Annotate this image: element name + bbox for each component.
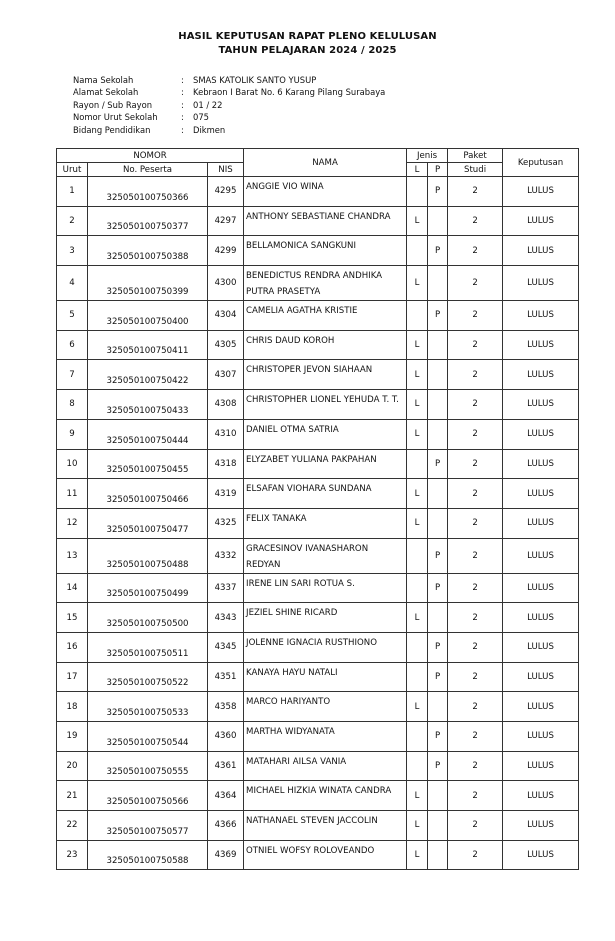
cell-jenis-p xyxy=(428,603,448,633)
cell-paket-studi: 2 xyxy=(448,266,503,301)
cell-jenis-p: P xyxy=(428,177,448,207)
cell-jenis-p: P xyxy=(428,751,448,781)
cell-urut: 12 xyxy=(57,508,88,538)
cell-no-peserta: 325050100750499 xyxy=(88,573,208,603)
cell-nama: NATHANAEL STEVEN JACCOLIN xyxy=(244,811,407,841)
header-urut: Urut xyxy=(57,163,88,177)
cell-jenis-l: L xyxy=(407,508,428,538)
cell-no-peserta: 325050100750455 xyxy=(88,449,208,479)
cell-paket-studi: 2 xyxy=(448,449,503,479)
cell-jenis-p: P xyxy=(428,722,448,752)
cell-nama: MICHAEL HIZKIA WINATA CANDRA xyxy=(244,781,407,811)
info-value: Kebraon I Barat No. 6 Karang Pilang Surabaya xyxy=(193,87,386,98)
cell-nama: ANGGIE VIO WINA xyxy=(244,177,407,207)
cell-keputusan: LULUS xyxy=(503,538,579,573)
table-row xyxy=(57,360,579,390)
cell-jenis-p: P xyxy=(428,573,448,603)
cell-nama: CHRISTOPHER LIONEL YEHUDA T. T. xyxy=(244,390,407,420)
cell-paket-studi: 2 xyxy=(448,419,503,449)
cell-no-peserta: 325050100750399 xyxy=(88,266,208,301)
cell-nis: 4364 xyxy=(208,781,244,811)
info-row xyxy=(73,99,385,111)
cell-urut: 5 xyxy=(57,301,88,331)
cell-nama: ANTHONY SEBASTIANE CHANDRA xyxy=(244,206,407,236)
cell-no-peserta: 325050100750400 xyxy=(88,301,208,331)
cell-jenis-l xyxy=(407,662,428,692)
cell-no-peserta: 325050100750466 xyxy=(88,479,208,509)
cell-nama: JOLENNE IGNACIA RUSTHIONO xyxy=(244,632,407,662)
cell-urut: 15 xyxy=(57,603,88,633)
cell-no-peserta: 325050100750477 xyxy=(88,508,208,538)
cell-urut: 21 xyxy=(57,781,88,811)
cell-nama: IRENE LIN SARI ROTUA S. xyxy=(244,573,407,603)
header-paket: Paket xyxy=(448,149,503,163)
cell-nama: ELSAFAN VIOHARA SUNDANA xyxy=(244,479,407,509)
cell-nama: DANIEL OTMA SATRIA xyxy=(244,419,407,449)
cell-paket-studi: 2 xyxy=(448,603,503,633)
info-row xyxy=(73,74,385,86)
cell-urut: 1 xyxy=(57,177,88,207)
cell-jenis-l: L xyxy=(407,781,428,811)
cell-no-peserta: 325050100750433 xyxy=(88,390,208,420)
cell-urut: 4 xyxy=(57,266,88,301)
cell-jenis-l: L xyxy=(407,840,428,870)
cell-jenis-l xyxy=(407,177,428,207)
cell-nis: 4307 xyxy=(208,360,244,390)
cell-no-peserta: 325050100750577 xyxy=(88,811,208,841)
info-label: Rayon / Sub Rayon xyxy=(73,99,153,110)
cell-jenis-p xyxy=(428,840,448,870)
info-colon: : xyxy=(181,112,184,123)
table-row xyxy=(57,177,579,207)
cell-jenis-l xyxy=(407,449,428,479)
cell-nama: BELLAMONICA SANGKUNI xyxy=(244,236,407,266)
cell-nis: 4358 xyxy=(208,692,244,722)
table-row xyxy=(57,330,579,360)
info-value: SMAS KATOLIK SANTO YUSUP xyxy=(193,75,317,85)
table-row xyxy=(57,236,579,266)
cell-jenis-p xyxy=(428,692,448,722)
cell-paket-studi: 2 xyxy=(448,538,503,573)
cell-urut: 10 xyxy=(57,449,88,479)
cell-no-peserta: 325050100750488 xyxy=(88,538,208,573)
info-colon: : xyxy=(181,124,184,135)
cell-paket-studi: 2 xyxy=(448,662,503,692)
cell-keputusan: LULUS xyxy=(503,722,579,752)
info-colon: : xyxy=(181,99,184,110)
cell-nis: 4369 xyxy=(208,840,244,870)
cell-nis: 4295 xyxy=(208,177,244,207)
cell-keputusan: LULUS xyxy=(503,449,579,479)
document-subtitle: TAHUN PELAJARAN 2024 / 2025 xyxy=(218,45,397,56)
cell-jenis-p xyxy=(428,330,448,360)
cell-paket-studi: 2 xyxy=(448,781,503,811)
cell-nis: 4345 xyxy=(208,632,244,662)
table-row xyxy=(57,751,579,781)
header-studi: Studi xyxy=(448,163,503,177)
table-row xyxy=(57,301,579,331)
cell-nis: 4300 xyxy=(208,266,244,301)
cell-nama: CHRISTOPER JEVON SIAHAAN xyxy=(244,360,407,390)
cell-no-peserta: 325050100750522 xyxy=(88,662,208,692)
cell-keputusan: LULUS xyxy=(503,811,579,841)
cell-jenis-p xyxy=(428,479,448,509)
cell-paket-studi: 2 xyxy=(448,751,503,781)
cell-paket-studi: 2 xyxy=(448,811,503,841)
header-l: L xyxy=(407,163,428,177)
cell-no-peserta: 325050100750366 xyxy=(88,177,208,207)
info-colon: : xyxy=(181,87,184,98)
cell-nis: 4325 xyxy=(208,508,244,538)
cell-nis: 4360 xyxy=(208,722,244,752)
cell-urut: 6 xyxy=(57,330,88,360)
cell-nis: 4361 xyxy=(208,751,244,781)
cell-nis: 4297 xyxy=(208,206,244,236)
cell-jenis-p: P xyxy=(428,662,448,692)
cell-paket-studi: 2 xyxy=(448,236,503,266)
cell-nama: MARCO HARIYANTO xyxy=(244,692,407,722)
cell-urut: 11 xyxy=(57,479,88,509)
header-nis: NIS xyxy=(208,163,244,177)
cell-no-peserta: 325050100750511 xyxy=(88,632,208,662)
cell-jenis-l xyxy=(407,236,428,266)
info-row xyxy=(73,86,385,98)
cell-jenis-p xyxy=(428,206,448,236)
cell-nis: 4308 xyxy=(208,390,244,420)
cell-nama: OTNIEL WOFSY ROLOVEANDO xyxy=(244,840,407,870)
table-row xyxy=(57,692,579,722)
cell-paket-studi: 2 xyxy=(448,330,503,360)
cell-keputusan: LULUS xyxy=(503,206,579,236)
cell-urut: 9 xyxy=(57,419,88,449)
cell-jenis-l xyxy=(407,573,428,603)
cell-nis: 4366 xyxy=(208,811,244,841)
cell-keputusan: LULUS xyxy=(503,236,579,266)
cell-keputusan: LULUS xyxy=(503,266,579,301)
cell-nis: 4351 xyxy=(208,662,244,692)
cell-keputusan: LULUS xyxy=(503,419,579,449)
table-row xyxy=(57,206,579,236)
table-row xyxy=(57,811,579,841)
cell-jenis-l xyxy=(407,632,428,662)
cell-keputusan: LULUS xyxy=(503,573,579,603)
cell-keputusan: LULUS xyxy=(503,632,579,662)
cell-paket-studi: 2 xyxy=(448,360,503,390)
cell-urut: 13 xyxy=(57,538,88,573)
header-nomor: NOMOR xyxy=(57,149,244,163)
cell-urut: 18 xyxy=(57,692,88,722)
cell-no-peserta: 325050100750588 xyxy=(88,840,208,870)
cell-jenis-l xyxy=(407,722,428,752)
info-colon: : xyxy=(181,75,184,85)
cell-nama: MARTHA WIDYANATA xyxy=(244,722,407,752)
cell-jenis-l: L xyxy=(407,206,428,236)
cell-nama: CAMELIA AGATHA KRISTIE xyxy=(244,301,407,331)
table-row xyxy=(57,419,579,449)
cell-jenis-l: L xyxy=(407,330,428,360)
cell-no-peserta: 325050100750566 xyxy=(88,781,208,811)
cell-nis: 4305 xyxy=(208,330,244,360)
cell-paket-studi: 2 xyxy=(448,301,503,331)
cell-paket-studi: 2 xyxy=(448,722,503,752)
cell-keputusan: LULUS xyxy=(503,360,579,390)
graduation-table xyxy=(56,148,579,870)
cell-paket-studi: 2 xyxy=(448,632,503,662)
cell-no-peserta: 325050100750555 xyxy=(88,751,208,781)
cell-urut: 23 xyxy=(57,840,88,870)
cell-no-peserta: 325050100750377 xyxy=(88,206,208,236)
cell-nama: BENEDICTUS RENDRA ANDHIKA PUTRA PRASETYA xyxy=(244,266,407,301)
cell-jenis-l xyxy=(407,751,428,781)
info-label: Nomor Urut Sekolah xyxy=(73,112,158,123)
info-value: Dikmen xyxy=(193,124,226,135)
table-row xyxy=(57,632,579,662)
cell-keputusan: LULUS xyxy=(503,301,579,331)
cell-jenis-p xyxy=(428,811,448,841)
cell-paket-studi: 2 xyxy=(448,177,503,207)
info-value: 075 xyxy=(193,112,209,123)
header-p: P xyxy=(428,163,448,177)
cell-nama: GRACESINOV IVANASHARON REDYAN xyxy=(244,538,407,573)
table-row xyxy=(57,449,579,479)
cell-keputusan: LULUS xyxy=(503,390,579,420)
cell-jenis-p xyxy=(428,508,448,538)
header-peserta: No. Peserta xyxy=(88,163,208,177)
cell-urut: 2 xyxy=(57,206,88,236)
cell-keputusan: LULUS xyxy=(503,751,579,781)
cell-keputusan: LULUS xyxy=(503,603,579,633)
cell-nama: CHRIS DAUD KOROH xyxy=(244,330,407,360)
cell-nama: KANAYA HAYU NATALI xyxy=(244,662,407,692)
cell-nis: 4299 xyxy=(208,236,244,266)
cell-paket-studi: 2 xyxy=(448,508,503,538)
cell-no-peserta: 325050100750544 xyxy=(88,722,208,752)
info-label: Bidang Pendidikan xyxy=(73,124,151,135)
cell-paket-studi: 2 xyxy=(448,573,503,603)
table-row xyxy=(57,538,579,573)
table-row xyxy=(57,722,579,752)
cell-urut: 8 xyxy=(57,390,88,420)
cell-keputusan: LULUS xyxy=(503,479,579,509)
cell-paket-studi: 2 xyxy=(448,479,503,509)
cell-urut: 14 xyxy=(57,573,88,603)
cell-jenis-l: L xyxy=(407,390,428,420)
cell-jenis-p: P xyxy=(428,632,448,662)
cell-paket-studi: 2 xyxy=(448,390,503,420)
cell-nis: 4304 xyxy=(208,301,244,331)
cell-paket-studi: 2 xyxy=(448,840,503,870)
header-keputusan: Keputusan xyxy=(503,149,579,177)
cell-nis: 4318 xyxy=(208,449,244,479)
info-row xyxy=(73,124,385,136)
cell-urut: 19 xyxy=(57,722,88,752)
cell-keputusan: LULUS xyxy=(503,330,579,360)
cell-no-peserta: 325050100750444 xyxy=(88,419,208,449)
cell-jenis-p: P xyxy=(428,301,448,331)
cell-jenis-l: L xyxy=(407,603,428,633)
cell-jenis-l: L xyxy=(407,692,428,722)
cell-nis: 4343 xyxy=(208,603,244,633)
cell-urut: 16 xyxy=(57,632,88,662)
table-row xyxy=(57,603,579,633)
cell-keputusan: LULUS xyxy=(503,508,579,538)
table-row xyxy=(57,781,579,811)
cell-jenis-l: L xyxy=(407,266,428,301)
cell-jenis-p xyxy=(428,781,448,811)
cell-urut: 20 xyxy=(57,751,88,781)
header-nama: NAMA xyxy=(244,149,407,177)
cell-jenis-p: P xyxy=(428,449,448,479)
cell-nis: 4332 xyxy=(208,538,244,573)
cell-urut: 17 xyxy=(57,662,88,692)
cell-no-peserta: 325050100750388 xyxy=(88,236,208,266)
cell-nama: ELYZABET YULIANA PAKPAHAN xyxy=(244,449,407,479)
cell-keputusan: LULUS xyxy=(503,692,579,722)
cell-no-peserta: 325050100750422 xyxy=(88,360,208,390)
cell-urut: 7 xyxy=(57,360,88,390)
cell-jenis-p xyxy=(428,390,448,420)
cell-jenis-p xyxy=(428,419,448,449)
cell-urut: 22 xyxy=(57,811,88,841)
info-label: Nama Sekolah xyxy=(73,75,134,85)
cell-jenis-p xyxy=(428,266,448,301)
header-jenis: Jenis xyxy=(407,149,448,163)
cell-jenis-p: P xyxy=(428,538,448,573)
cell-jenis-l: L xyxy=(407,360,428,390)
document-title: HASIL KEPUTUSAN RAPAT PLENO KELULUSAN xyxy=(178,31,437,42)
cell-nis: 4310 xyxy=(208,419,244,449)
table-row xyxy=(57,479,579,509)
table-row xyxy=(57,573,579,603)
info-row xyxy=(73,111,385,123)
cell-no-peserta: 325050100750411 xyxy=(88,330,208,360)
table-row xyxy=(57,266,579,301)
cell-nama: MATAHARI AILSA VANIA xyxy=(244,751,407,781)
cell-jenis-l xyxy=(407,301,428,331)
cell-jenis-l xyxy=(407,538,428,573)
cell-paket-studi: 2 xyxy=(448,206,503,236)
table-row xyxy=(57,840,579,870)
cell-nama: JEZIEL SHINE RICARD xyxy=(244,603,407,633)
cell-nis: 4319 xyxy=(208,479,244,509)
cell-keputusan: LULUS xyxy=(503,177,579,207)
cell-nama: FELIX TANAKA xyxy=(244,508,407,538)
cell-jenis-l: L xyxy=(407,419,428,449)
table-row xyxy=(57,390,579,420)
cell-no-peserta: 325050100750500 xyxy=(88,603,208,633)
cell-keputusan: LULUS xyxy=(503,662,579,692)
cell-no-peserta: 325050100750533 xyxy=(88,692,208,722)
cell-keputusan: LULUS xyxy=(503,781,579,811)
cell-nis: 4337 xyxy=(208,573,244,603)
cell-urut: 3 xyxy=(57,236,88,266)
info-value: 01 / 22 xyxy=(193,99,223,110)
cell-jenis-p: P xyxy=(428,236,448,266)
school-info xyxy=(73,74,385,136)
table-row xyxy=(57,662,579,692)
cell-jenis-l: L xyxy=(407,811,428,841)
cell-paket-studi: 2 xyxy=(448,692,503,722)
info-label: Alamat Sekolah xyxy=(73,87,139,98)
cell-jenis-l: L xyxy=(407,479,428,509)
cell-jenis-p xyxy=(428,360,448,390)
cell-keputusan: LULUS xyxy=(503,840,579,870)
table-row xyxy=(57,508,579,538)
